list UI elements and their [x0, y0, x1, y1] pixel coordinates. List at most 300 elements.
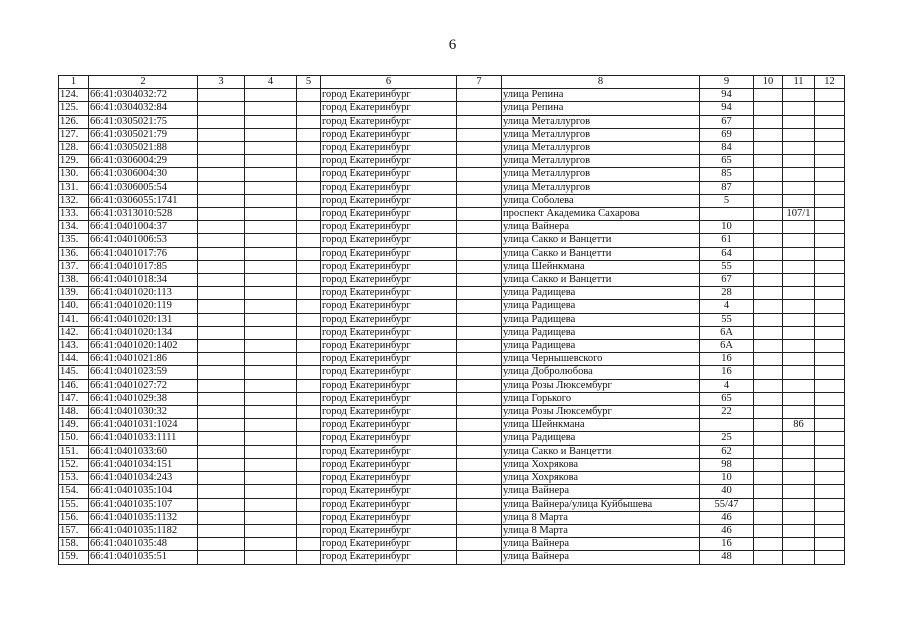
column-5-cell [297, 260, 321, 273]
city-cell: город Екатеринбург [321, 287, 457, 300]
column-5-cell [297, 128, 321, 141]
table-row [59, 458, 845, 471]
column-12-cell [815, 102, 845, 115]
row-number-cell: 144. [59, 353, 89, 366]
column-11-cell [783, 274, 815, 287]
table-row [59, 485, 845, 498]
column-4-cell [245, 260, 297, 273]
city-cell: город Екатеринбург [321, 247, 457, 260]
column-7-cell [457, 551, 502, 564]
row-number-cell: 133. [59, 208, 89, 221]
house-number-cell: 85 [700, 168, 754, 181]
city-cell: город Екатеринбург [321, 89, 457, 102]
street-cell: улица Репина [502, 89, 700, 102]
city-cell: город Екатеринбург [321, 313, 457, 326]
column-7-cell [457, 538, 502, 551]
column-11-cell [783, 221, 815, 234]
city-cell: город Екатеринбург [321, 340, 457, 353]
column-7-cell [457, 181, 502, 194]
row-number-cell: 146. [59, 379, 89, 392]
house-number-cell: 6А [700, 326, 754, 339]
table-row [59, 168, 845, 181]
city-cell: город Екатеринбург [321, 485, 457, 498]
column-12-cell [815, 260, 845, 273]
column-12-cell [815, 194, 845, 207]
column-5-cell [297, 472, 321, 485]
cadastral-number-cell: 66:41:0401031:1024 [89, 419, 198, 432]
cadastral-number-cell: 66:41:0306055:1741 [89, 194, 198, 207]
house-number-cell: 4 [700, 300, 754, 313]
city-cell: город Екатеринбург [321, 538, 457, 551]
city-cell: город Екатеринбург [321, 168, 457, 181]
column-4-cell [245, 194, 297, 207]
street-cell: улица Металлургов [502, 181, 700, 194]
table-row [59, 102, 845, 115]
table-row [59, 142, 845, 155]
column-10-cell [754, 406, 783, 419]
table-header [59, 76, 845, 89]
table-row [59, 221, 845, 234]
house-number-cell: 69 [700, 128, 754, 141]
column-10-cell [754, 353, 783, 366]
column-5-cell [297, 551, 321, 564]
house-number-cell: 4 [700, 379, 754, 392]
city-cell: город Екатеринбург [321, 472, 457, 485]
column-5-cell [297, 234, 321, 247]
street-cell: улица Вайнера [502, 538, 700, 551]
street-cell: улица Радищева [502, 432, 700, 445]
house-number-cell [700, 208, 754, 221]
row-number-cell: 134. [59, 221, 89, 234]
column-11-cell [783, 247, 815, 260]
table-row [59, 181, 845, 194]
column-11-cell [783, 340, 815, 353]
column-7-cell [457, 274, 502, 287]
column-3-cell [198, 287, 245, 300]
column-11-cell [783, 142, 815, 155]
column-3-cell [198, 538, 245, 551]
street-cell: улица Металлургов [502, 168, 700, 181]
city-cell: город Екатеринбург [321, 511, 457, 524]
column-10-cell [754, 168, 783, 181]
column-10-cell [754, 313, 783, 326]
table-row [59, 538, 845, 551]
column-4-cell [245, 287, 297, 300]
column-7-cell [457, 208, 502, 221]
column-11-cell [783, 181, 815, 194]
row-number-cell: 154. [59, 485, 89, 498]
cadastral-number-cell: 66:41:0401033:60 [89, 445, 198, 458]
street-cell: улица Добролюбова [502, 366, 700, 379]
column-12-cell [815, 498, 845, 511]
column-3-cell [198, 128, 245, 141]
column-4-cell [245, 432, 297, 445]
row-number-cell: 136. [59, 247, 89, 260]
header-row [59, 76, 845, 89]
column-11-cell [783, 300, 815, 313]
table-row [59, 419, 845, 432]
table-row [59, 208, 845, 221]
street-cell: улица Соболева [502, 194, 700, 207]
row-number-cell: 148. [59, 406, 89, 419]
cadastral-number-cell: 66:41:0401020:119 [89, 300, 198, 313]
column-12-cell [815, 247, 845, 260]
column-3-cell [198, 379, 245, 392]
table-row [59, 392, 845, 405]
column-4-cell [245, 511, 297, 524]
column-11-cell [783, 379, 815, 392]
cadastral-number-cell: 66:41:0401034:151 [89, 458, 198, 471]
street-cell: улица Радищева [502, 326, 700, 339]
column-7-cell [457, 128, 502, 141]
table-row [59, 115, 845, 128]
column-3-cell [198, 155, 245, 168]
column-7-cell [457, 300, 502, 313]
column-5-cell [297, 247, 321, 260]
column-12-cell [815, 221, 845, 234]
city-cell: город Екатеринбург [321, 300, 457, 313]
column-4-cell [245, 379, 297, 392]
house-number-cell: 67 [700, 115, 754, 128]
table-row [59, 498, 845, 511]
street-cell: улица 8 Марта [502, 524, 700, 537]
column-header-6: 6 [321, 76, 457, 89]
column-5-cell [297, 89, 321, 102]
street-cell: улица Сакко и Ванцетти [502, 445, 700, 458]
column-11-cell [783, 326, 815, 339]
column-3-cell [198, 194, 245, 207]
row-number-cell: 129. [59, 155, 89, 168]
column-4-cell [245, 89, 297, 102]
column-10-cell [754, 458, 783, 471]
cadastral-number-cell: 66:41:0401027:72 [89, 379, 198, 392]
house-number-cell: 98 [700, 458, 754, 471]
column-10-cell [754, 551, 783, 564]
street-cell: улица Радищева [502, 300, 700, 313]
column-5-cell [297, 181, 321, 194]
column-5-cell [297, 419, 321, 432]
column-7-cell [457, 419, 502, 432]
column-11-cell [783, 168, 815, 181]
row-number-cell: 157. [59, 524, 89, 537]
table-row [59, 287, 845, 300]
row-number-cell: 149. [59, 419, 89, 432]
column-7-cell [457, 498, 502, 511]
city-cell: город Екатеринбург [321, 128, 457, 141]
cadastral-number-cell: 66:41:0401020:1402 [89, 340, 198, 353]
row-number-cell: 140. [59, 300, 89, 313]
house-number-cell: 6А [700, 340, 754, 353]
street-cell: улица Металлургов [502, 142, 700, 155]
column-4-cell [245, 366, 297, 379]
column-3-cell [198, 326, 245, 339]
column-11-cell [783, 128, 815, 141]
column-5-cell [297, 366, 321, 379]
column-12-cell [815, 155, 845, 168]
column-5-cell [297, 326, 321, 339]
table-row [59, 353, 845, 366]
table-row [59, 551, 845, 564]
column-10-cell [754, 128, 783, 141]
column-10-cell [754, 155, 783, 168]
house-number-cell: 55 [700, 260, 754, 273]
column-10-cell [754, 274, 783, 287]
house-number-cell: 25 [700, 432, 754, 445]
row-number-cell: 135. [59, 234, 89, 247]
house-number-cell: 48 [700, 551, 754, 564]
house-number-cell: 16 [700, 366, 754, 379]
column-7-cell [457, 234, 502, 247]
column-3-cell [198, 247, 245, 260]
column-4-cell [245, 115, 297, 128]
cadastral-number-cell: 66:41:0401034:243 [89, 472, 198, 485]
column-12-cell [815, 142, 845, 155]
row-number-cell: 158. [59, 538, 89, 551]
row-number-cell: 127. [59, 128, 89, 141]
cadastral-number-cell: 66:41:0401030:32 [89, 406, 198, 419]
column-12-cell [815, 458, 845, 471]
column-12-cell [815, 551, 845, 564]
column-12-cell [815, 300, 845, 313]
column-header-12: 12 [815, 76, 845, 89]
column-4-cell [245, 208, 297, 221]
house-number-cell: 22 [700, 406, 754, 419]
house-number-cell: 46 [700, 524, 754, 537]
city-cell: город Екатеринбург [321, 432, 457, 445]
column-4-cell [245, 353, 297, 366]
city-cell: город Екатеринбург [321, 326, 457, 339]
cadastral-number-cell: 66:41:0401020:113 [89, 287, 198, 300]
row-number-cell: 124. [59, 89, 89, 102]
house-number-cell: 10 [700, 221, 754, 234]
city-cell: город Екатеринбург [321, 155, 457, 168]
street-cell: улица Вайнера [502, 551, 700, 564]
column-10-cell [754, 326, 783, 339]
column-5-cell [297, 168, 321, 181]
row-number-cell: 156. [59, 511, 89, 524]
column-7-cell [457, 89, 502, 102]
house-number-cell: 10 [700, 472, 754, 485]
column-4-cell [245, 419, 297, 432]
column-5-cell [297, 155, 321, 168]
page-number: 6 [448, 37, 457, 53]
column-header-7: 7 [457, 76, 502, 89]
cadastral-number-cell: 66:41:0401035:1182 [89, 524, 198, 537]
cadastral-number-cell: 66:41:0401020:134 [89, 326, 198, 339]
column-5-cell [297, 498, 321, 511]
column-3-cell [198, 392, 245, 405]
row-number-cell: 128. [59, 142, 89, 155]
column-12-cell [815, 472, 845, 485]
column-12-cell [815, 406, 845, 419]
column-12-cell [815, 524, 845, 537]
row-number-cell: 150. [59, 432, 89, 445]
cadastral-number-cell: 66:41:0401006:53 [89, 234, 198, 247]
column-4-cell [245, 524, 297, 537]
street-cell: улица Металлургов [502, 115, 700, 128]
city-cell: город Екатеринбург [321, 102, 457, 115]
column-3-cell [198, 485, 245, 498]
column-4-cell [245, 445, 297, 458]
street-cell: улица Вайнера [502, 221, 700, 234]
city-cell: город Екатеринбург [321, 445, 457, 458]
column-12-cell [815, 511, 845, 524]
column-4-cell [245, 155, 297, 168]
column-7-cell [457, 485, 502, 498]
table-row [59, 432, 845, 445]
column-5-cell [297, 511, 321, 524]
street-cell: улица Розы Люксембург [502, 379, 700, 392]
column-header-4: 4 [245, 76, 297, 89]
property-register-table [58, 75, 845, 565]
table-row [59, 445, 845, 458]
cadastral-number-cell: 66:41:0401033:1111 [89, 432, 198, 445]
column-3-cell [198, 260, 245, 273]
house-number-cell: 55/47 [700, 498, 754, 511]
city-cell: город Екатеринбург [321, 366, 457, 379]
column-4-cell [245, 234, 297, 247]
cadastral-number-cell: 66:41:0305021:88 [89, 142, 198, 155]
column-12-cell [815, 538, 845, 551]
column-7-cell [457, 326, 502, 339]
table-row [59, 247, 845, 260]
column-3-cell [198, 524, 245, 537]
column-5-cell [297, 432, 321, 445]
column-3-cell [198, 432, 245, 445]
column-10-cell [754, 247, 783, 260]
street-cell: улица Хохрякова [502, 458, 700, 471]
city-cell: город Екатеринбург [321, 260, 457, 273]
cadastral-number-cell: 66:41:0306004:30 [89, 168, 198, 181]
column-11-cell [783, 524, 815, 537]
column-4-cell [245, 168, 297, 181]
house-number-cell: 16 [700, 538, 754, 551]
column-5-cell [297, 102, 321, 115]
column-header-11: 11 [783, 76, 815, 89]
city-cell: город Екатеринбург [321, 353, 457, 366]
column-7-cell [457, 247, 502, 260]
table-row [59, 511, 845, 524]
house-number-cell: 40 [700, 485, 754, 498]
street-cell: улица Радищева [502, 313, 700, 326]
column-header-10: 10 [754, 76, 783, 89]
cadastral-number-cell: 66:41:0304032:84 [89, 102, 198, 115]
column-11-cell [783, 353, 815, 366]
column-5-cell [297, 524, 321, 537]
house-number-cell: 61 [700, 234, 754, 247]
column-3-cell [198, 89, 245, 102]
cadastral-number-cell: 66:41:0306004:29 [89, 155, 198, 168]
column-12-cell [815, 353, 845, 366]
column-7-cell [457, 340, 502, 353]
column-3-cell [198, 208, 245, 221]
column-11-cell [783, 432, 815, 445]
column-10-cell [754, 538, 783, 551]
column-11-cell [783, 89, 815, 102]
table-row [59, 194, 845, 207]
cadastral-number-cell: 66:41:0401018:34 [89, 274, 198, 287]
column-12-cell [815, 419, 845, 432]
column-10-cell [754, 102, 783, 115]
table-row [59, 89, 845, 102]
column-12-cell [815, 313, 845, 326]
column-10-cell [754, 260, 783, 273]
cadastral-number-cell: 66:41:0401035:51 [89, 551, 198, 564]
street-cell: улица Розы Люксембург [502, 406, 700, 419]
cadastral-number-cell: 66:41:0313010:528 [89, 208, 198, 221]
table-row [59, 234, 845, 247]
column-3-cell [198, 221, 245, 234]
column-3-cell [198, 551, 245, 564]
cadastral-number-cell: 66:41:0401004:37 [89, 221, 198, 234]
column-4-cell [245, 181, 297, 194]
column-3-cell [198, 419, 245, 432]
column-7-cell [457, 142, 502, 155]
city-cell: город Екатеринбург [321, 498, 457, 511]
table-row [59, 128, 845, 141]
column-4-cell [245, 102, 297, 115]
column-10-cell [754, 445, 783, 458]
column-7-cell [457, 194, 502, 207]
column-3-cell [198, 406, 245, 419]
column-10-cell [754, 194, 783, 207]
street-cell: улица Вайнера [502, 485, 700, 498]
column-3-cell [198, 498, 245, 511]
column-7-cell [457, 168, 502, 181]
street-cell: улица Сакко и Ванцетти [502, 274, 700, 287]
row-number-cell: 142. [59, 326, 89, 339]
column-12-cell [815, 181, 845, 194]
city-cell: город Екатеринбург [321, 221, 457, 234]
column-3-cell [198, 353, 245, 366]
column-10-cell [754, 221, 783, 234]
row-number-cell: 159. [59, 551, 89, 564]
street-cell: улица Сакко и Ванцетти [502, 247, 700, 260]
house-number-cell: 65 [700, 392, 754, 405]
row-number-cell: 131. [59, 181, 89, 194]
column-3-cell [198, 340, 245, 353]
column-10-cell [754, 287, 783, 300]
cadastral-number-cell: 66:41:0401029:38 [89, 392, 198, 405]
column-11-cell [783, 445, 815, 458]
column-7-cell [457, 458, 502, 471]
column-11-cell [783, 472, 815, 485]
column-3-cell [198, 366, 245, 379]
column-11-cell [783, 115, 815, 128]
column-5-cell [297, 274, 321, 287]
row-number-cell: 145. [59, 366, 89, 379]
column-3-cell [198, 313, 245, 326]
column-11-cell [783, 485, 815, 498]
row-number-cell: 152. [59, 458, 89, 471]
table-row [59, 472, 845, 485]
column-4-cell [245, 551, 297, 564]
cadastral-number-cell: 66:41:0401023:59 [89, 366, 198, 379]
column-5-cell [297, 115, 321, 128]
city-cell: город Екатеринбург [321, 419, 457, 432]
column-4-cell [245, 406, 297, 419]
city-cell: город Екатеринбург [321, 142, 457, 155]
house-number-cell: 5 [700, 194, 754, 207]
column-10-cell [754, 498, 783, 511]
column-7-cell [457, 366, 502, 379]
column-12-cell [815, 287, 845, 300]
column-11-cell [783, 194, 815, 207]
city-cell: город Екатеринбург [321, 234, 457, 247]
column-header-1: 1 [59, 76, 89, 89]
column-12-cell [815, 445, 845, 458]
column-11-cell [783, 234, 815, 247]
